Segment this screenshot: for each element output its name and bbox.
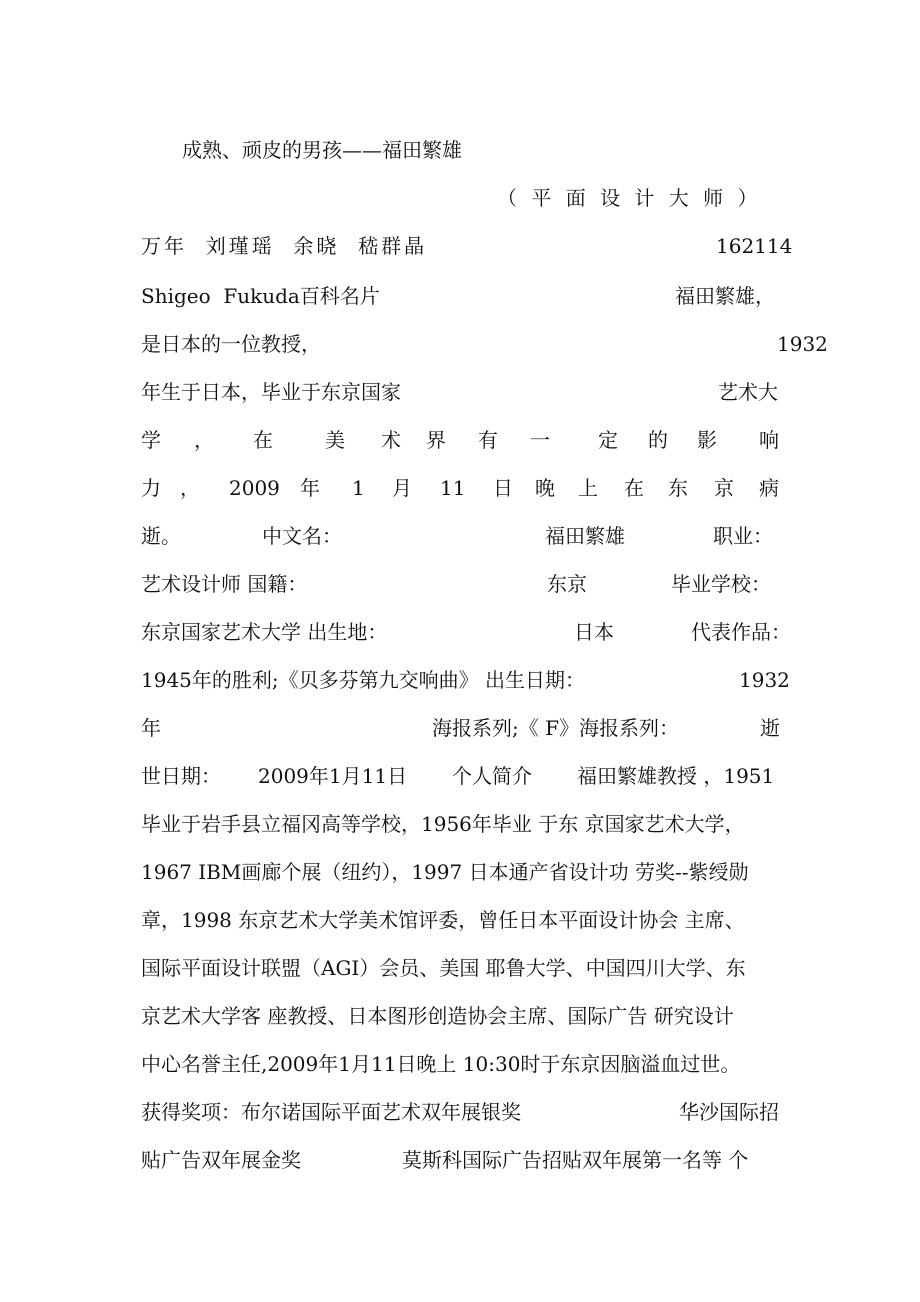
body-word: ， xyxy=(180,476,200,500)
body-word: 日 xyxy=(493,476,513,500)
body-line: 京艺术大学客 座教授、日本图形创造协会主席、国际广告 研究设计 xyxy=(141,1004,734,1028)
body-word: 界 xyxy=(426,428,446,452)
label-occupation: 职业： xyxy=(713,524,773,548)
body-line: 是日本的一位教授， xyxy=(141,332,321,356)
body-line: 毕业于岩手县立福冈高等学校，1956年毕业 于东 京国家艺术大学， xyxy=(141,812,745,836)
label-school: 毕业学校： xyxy=(671,572,771,596)
body-word: 影 xyxy=(697,428,717,452)
value-death-date: 2009年1月11日 xyxy=(258,764,408,788)
body-line: 逝。 xyxy=(141,524,181,548)
body-line: 1932 xyxy=(777,332,828,356)
body-word: 有 xyxy=(478,428,498,452)
body-line: 中心名誉主任,2009年1月11日晚上 10:30时于东京因脑溢血过世。 xyxy=(141,1052,741,1076)
body-line: 福田繁雄教授 ，1951 xyxy=(577,764,775,788)
body-word: 响 xyxy=(759,428,779,452)
body-word: 年 xyxy=(300,476,320,500)
body-word: 一 xyxy=(530,428,550,452)
label-profile: 个人简介 xyxy=(452,764,532,788)
body-word: 在 xyxy=(253,428,273,452)
body-word: 11 xyxy=(440,476,466,500)
body-word: 2009 xyxy=(229,476,280,500)
value-nationality: 东京 xyxy=(547,572,587,596)
body-word: 学 xyxy=(141,428,161,452)
body-line: 1945年的胜利;《贝多芬第九交响曲》 出生日期： xyxy=(141,668,585,692)
body-word: 病 xyxy=(759,476,779,500)
value-birth-year: 1932 xyxy=(739,668,790,692)
value-birthplace: 日本 xyxy=(574,620,614,644)
body-word: ， xyxy=(194,428,214,452)
body-word: 月 xyxy=(392,476,412,500)
body-word: 定 xyxy=(598,428,618,452)
body-line: 艺术设计师 国籍： xyxy=(141,572,308,596)
body-word: 1 xyxy=(352,476,365,500)
body-line: 年 xyxy=(141,716,161,740)
body-line: 逝 xyxy=(760,716,780,740)
body-line: 莫斯科国际广告招贴双年展第一名等 个 xyxy=(402,1148,749,1172)
body-line: 国际平面设计联盟（AGI）会员、美国 耶鲁大学、中国四川大学、东 xyxy=(141,956,746,980)
subtitle: （ 平 面 设 计 大 师 ） xyxy=(497,186,762,210)
body-line: 贴广告双年展金奖 xyxy=(141,1148,301,1172)
body-word: 力 xyxy=(141,476,161,500)
student-id: 162114 xyxy=(716,234,793,258)
value-chinese-name: 福田繁雄 xyxy=(545,524,625,548)
body-line: 福田繁雄， xyxy=(675,284,775,308)
body-word: 的 xyxy=(648,428,668,452)
label-death-date: 世日期： xyxy=(141,764,221,788)
body-line: 章，1998 东京艺术大学美术馆评委，曾任日本平面设计协会 主席、 xyxy=(141,908,745,932)
label-works: 代表作品： xyxy=(691,620,791,644)
body-line: 东京国家艺术大学 出生地： xyxy=(141,620,388,644)
body-word: 上 xyxy=(578,476,598,500)
body-word: 东 xyxy=(668,476,688,500)
body-line: 获得奖项：布尔诺国际平面艺术双年展银奖 xyxy=(141,1100,521,1124)
body-line: Shigeo Fukuda百科名片 xyxy=(141,284,380,308)
page-title: 成熟、顽皮的男孩——福田繁雄 xyxy=(182,138,462,162)
body-word: 美 xyxy=(325,428,345,452)
body-line: 年生于日本，毕业于东京国家 xyxy=(141,380,401,404)
authors: 万年 刘瑾瑶 余晓 嵇群晶 xyxy=(141,234,428,258)
body-line: 1967 IBM画廊个展（纽约），1997 日本通产省设计功 劳奖--紫绶勋 xyxy=(141,860,749,884)
label-chinese-name: 中文名： xyxy=(262,524,342,548)
body-line: 海报系列;《 F》海报系列： xyxy=(432,716,679,740)
body-word: 术 xyxy=(381,428,401,452)
body-line: 艺术大 xyxy=(718,380,778,404)
body-line: 华沙国际招 xyxy=(679,1100,779,1124)
body-word: 京 xyxy=(714,476,734,500)
body-word: 晚 xyxy=(535,476,555,500)
body-word: 在 xyxy=(624,476,644,500)
